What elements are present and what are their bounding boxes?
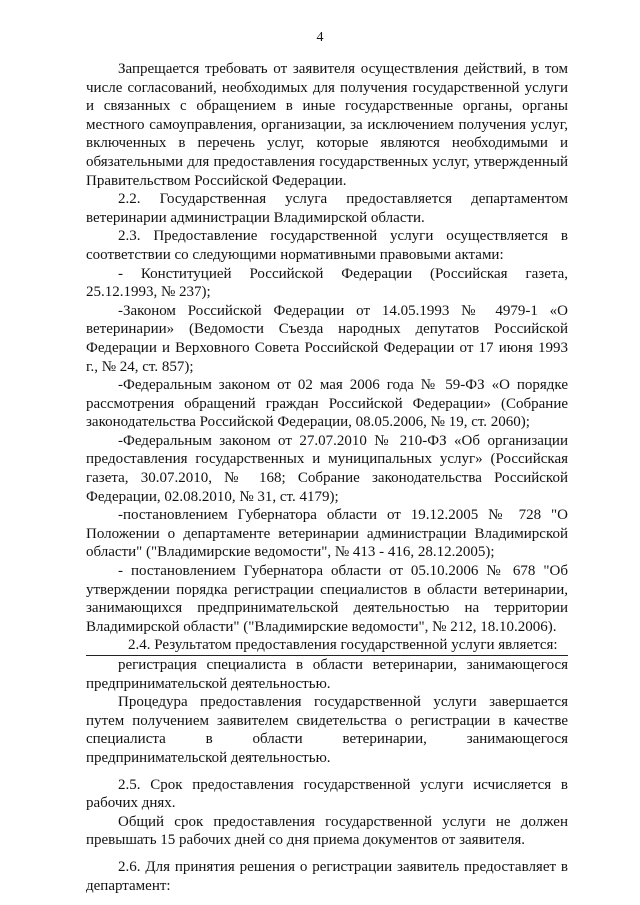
paragraph: -Федеральным законом от 02 мая 2006 года № 59-ФЗ «О порядке рассмотрения обращений граждан Российской Федерации» (Собрание законодательства Российской Федерации, 08.05.2006, № 19, ст. 2060); — [86, 377, 568, 431]
paragraph: 2.3. Предоставление государственной услуги осуществляется в соответствии со следующими нормативными правовыми актами: — [86, 228, 568, 263]
paragraph: -Законом Российской Федерации от 14.05.1993 № 4979-1 «О ветеринарии» (Ведомости Съезда народных депутатов Российской Федерации и Верховного Совета Российской Федерации от 17 июня 1993 г., № 24, ст. 857); — [86, 302, 568, 375]
page-number: 4 — [316, 30, 324, 45]
paragraph: -постановлением Губернатора области от 19.12.2005 № 728 "О Положении о департаменте ветеринарии администрации Владимирской области" ("Владимирские ведомости", № 413 - 416, 28.12.2005); — [86, 507, 568, 561]
paragraph: Процедура предоставления государственной услуги завершается путем получением заявителем свидетельства о регистрации в качестве специалиста в области ветеринарии, занимающегося предпринимательской деятельностью. — [86, 694, 568, 766]
paragraph: 2.4. Результатом предоставления государственной услуги является: — [128, 637, 558, 654]
document-body — [86, 60, 568, 895]
paragraph: - Конституцией Российской Федерации (Российская газета, 25.12.1993, № 237); — [86, 265, 568, 301]
paragraph: 2.2. Государственная услуга предоставляется департаментом ветеринарии администрации Владимирской области. — [86, 191, 568, 226]
paragraph: - постановлением Губернатора области от 05.10.2006 № 678 "Об утверждении порядка регистрации специалистов в области ветеринарии, занимающихся предпринимательской деятельностью на территории Владимирской области" ("Владимирские ведомости", № 212, 18.10.2006). — [86, 563, 568, 635]
paragraph: Общий срок предоставления государственной услуги не должен превышать 15 рабочих дней со дня приема документов от заявителя. — [86, 813, 568, 849]
paragraph: регистрация специалиста в области ветеринарии, занимающегося предпринимательской деятельностью. — [86, 657, 568, 692]
paragraph: Запрещается требовать от заявителя осуществления действий, в том числе согласований, необходимых для получения государственной услуги и связанных с обращением в иные государственные органы, органы местного самоуправления, организации, за исключением получения услуг, включенных в перечень услуг, которые являются необходимыми и обязательными для предоставления государственных услуг, утвержденный Правительством Российской Федерации. — [86, 61, 568, 189]
paragraph: 2.5. Срок предоставления государственной услуги исчисляется в рабочих днях. — [86, 776, 568, 812]
paragraph: -Федеральным законом от 27.07.2010 № 210-ФЗ «Об организации предоставления государственных и муниципальных услуг» (Российская газета, 30.07.2010, № 168; Собрание законодательства Российской Федерации, 02.08.2010, № 31, ст. 4179); — [86, 432, 568, 505]
paragraph: 2.6. Для принятия решения о регистрации заявитель предоставляет в департамент: — [86, 858, 568, 894]
